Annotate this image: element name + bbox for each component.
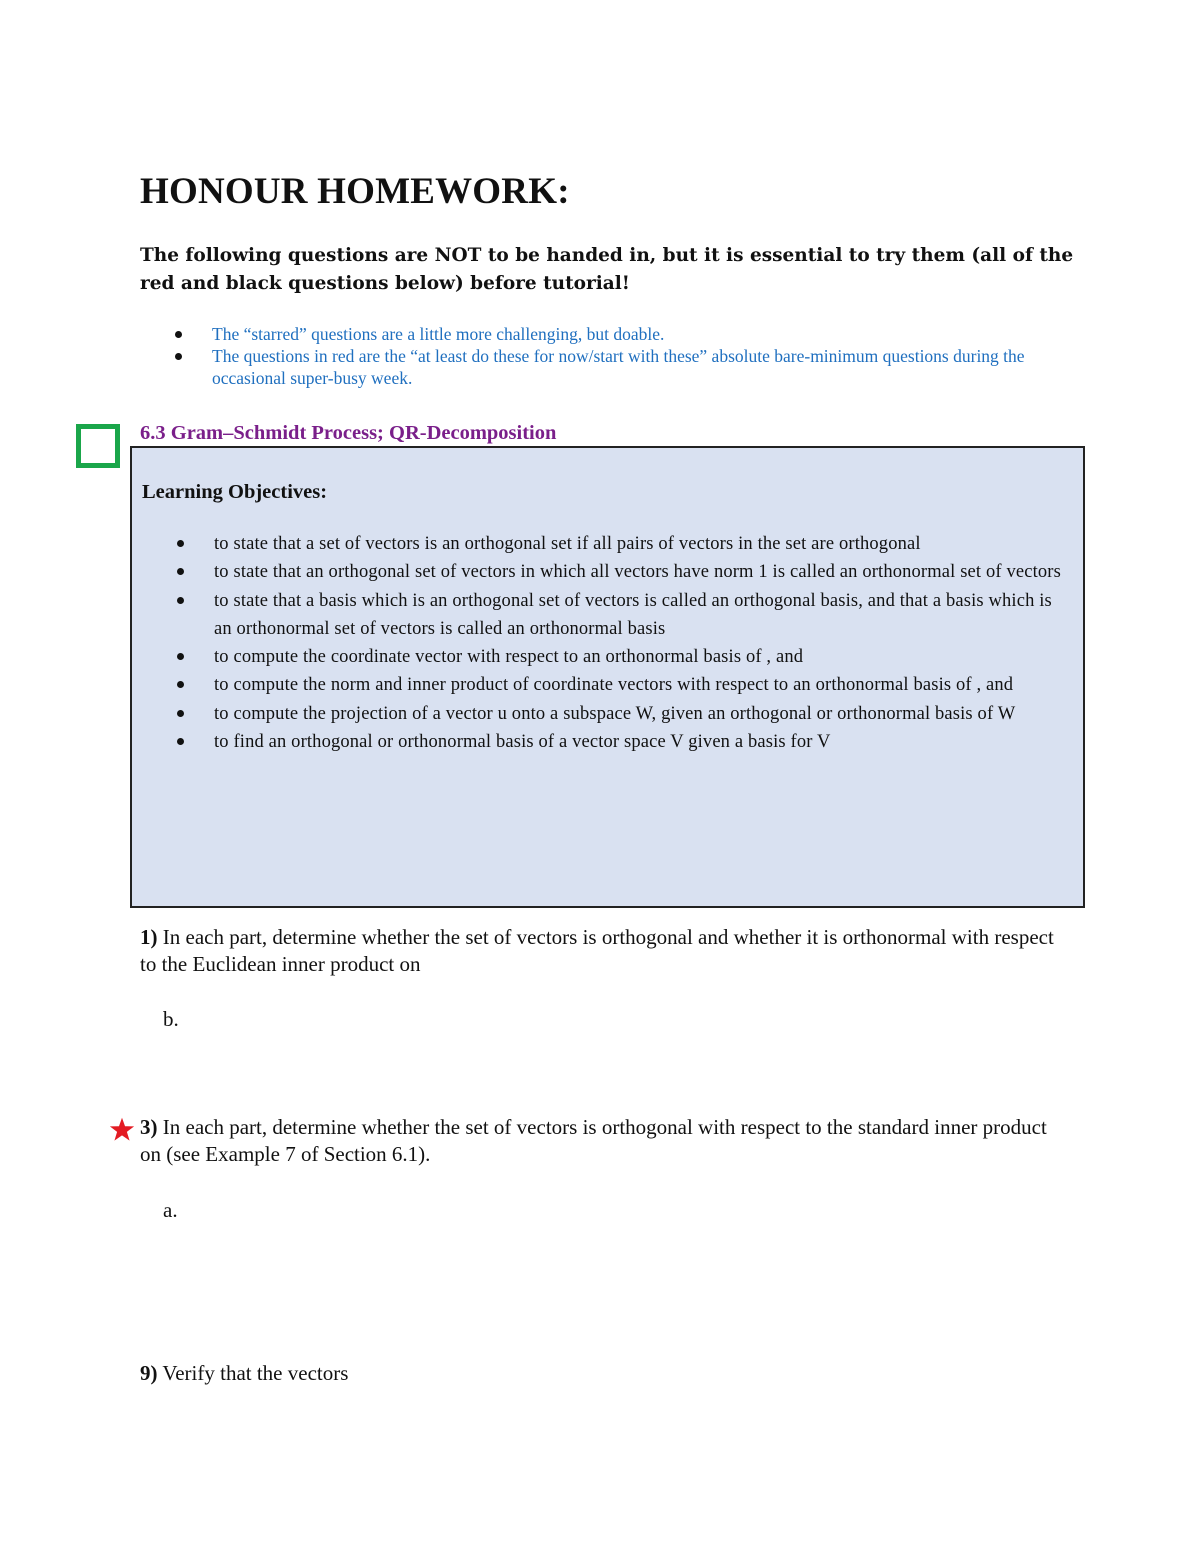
question-9 [140, 1360, 1070, 1387]
note-red: The questions in red are the “at least do these for now/start with these” absolute bare-minimum questions during the occasional super-busy week. [140, 345, 1100, 389]
star-icon [108, 1116, 136, 1144]
note-starred: The “starred” questions are a little more challenging, but doable. [140, 323, 1100, 345]
question-text: In each part, determine whether the set of vectors is orthogonal and whether it is orthonormal with respect to the Euclidean inner product on [140, 925, 1054, 976]
question-1 [140, 924, 1070, 978]
objective-item: to state that an orthogonal set of vectors in which all vectors have norm 1 is called an orthonormal set of vectors [142, 558, 1062, 586]
question-3 [140, 1114, 1070, 1168]
objective-item: to compute the projection of a vector u onto a subspace W, given an orthogonal or orthonormal basis of W [142, 700, 1062, 728]
intro-text: The following questions are NOT to be handed in, but it is essential to try them (all of the red and black questions below) before tutorial! [140, 245, 1074, 294]
section-title: 6.3 Gram–Schmidt Process; QR-Decomposition [140, 422, 557, 444]
question-part: b. [163, 1007, 179, 1031]
page-title: HONOUR HOMEWORK: [140, 171, 570, 212]
question-number: 1) [140, 925, 158, 949]
objective-item: to compute the norm and inner product of coordinate vectors with respect to an orthonormal basis of , and [142, 671, 1062, 699]
question-number: 9) [140, 1361, 158, 1385]
question-text: Verify that the vectors [162, 1361, 349, 1385]
checkbox-icon[interactable] [76, 424, 120, 468]
objective-item: to compute the coordinate vector with respect to an orthonormal basis of , and [142, 643, 1062, 671]
objective-item: to state that a set of vectors is an orthogonal set if all pairs of vectors in the set are orthogonal [142, 530, 1062, 558]
objective-item: to find an orthogonal or orthonormal basis of a vector space V given a basis for V [142, 728, 1062, 756]
objective-item: to state that a basis which is an orthogonal set of vectors is called an orthogonal basis, and that a basis which is an orthonormal set of vectors is called an orthonormal basis [142, 587, 1062, 644]
question-number: 3) [140, 1115, 158, 1139]
learning-objectives-box [130, 446, 1085, 908]
notes-list [140, 323, 1100, 389]
question-text: In each part, determine whether the set of vectors is orthogonal with respect to the standard inner product on (see Example 7 of Section 6.1). [140, 1115, 1047, 1166]
objectives-heading: Learning Objectives: [142, 481, 328, 503]
objectives-list [142, 530, 1062, 756]
question-part: a. [163, 1198, 178, 1222]
